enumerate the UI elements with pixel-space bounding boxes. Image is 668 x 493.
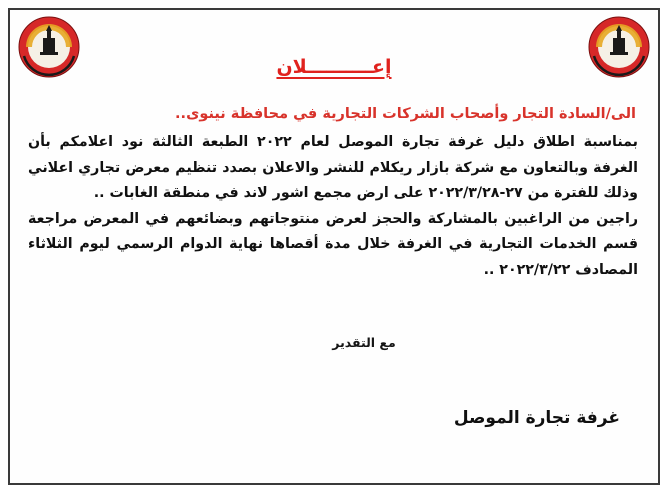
announcement-title-text: إعــــــــــلان <box>276 56 392 78</box>
announcement-title <box>10 56 658 78</box>
recipient-line: الى/السادة التجار وأصحاب الشركات التجارية في محافظة نينوى.. <box>175 106 636 122</box>
announcement-body <box>28 130 638 283</box>
body-paragraph-2: راجين من الراغبين بالمشاركة والحجز لعرض منتوجاتهم وبضائعهم في المعرض مراجعة قسم الخدمات التجارية في الغرفة خلال مدة أقصاها نهاية الدوام الرسمي ليوم الثلاثاء المصادف ٢٠٢٢/٣/٢٢ .. <box>28 210 638 278</box>
announcement-document <box>8 8 660 485</box>
body-paragraph-1: بمناسبة اطلاق دليل غرفة تجارة الموصل لعام ٢٠٢٢ الطبعة الثالثة نود اعلامكم بأن الغرفة وبالتعاون مع شركة بازار ريكلام للنشر والاعلان بصدد تنظيم معرض تجاري اعلاني وذلك للفترة من ٢٧-٢٠٢٢/٣/٢٨ على ارض مجمع اشور لاند في منطقة الغابات .. <box>28 134 638 201</box>
closing-text: مع التقدير <box>332 335 396 350</box>
signature: غرفة تجارة الموصل <box>453 408 620 428</box>
closing-line <box>10 335 658 350</box>
